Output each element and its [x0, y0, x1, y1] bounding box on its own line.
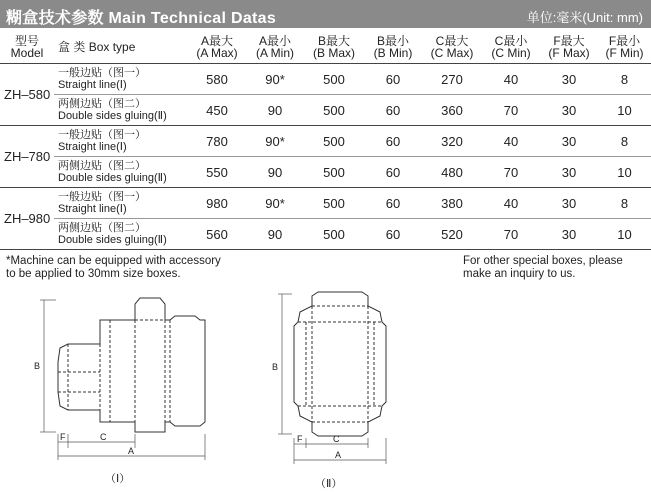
- fig2-label-c: C: [333, 434, 340, 444]
- value-cell: 500: [304, 188, 364, 219]
- col-header-b-min: B最小 (B Min): [364, 31, 422, 64]
- value-cell: 450: [188, 95, 246, 126]
- table-row: [0, 157, 651, 188]
- value-cell: 30: [540, 157, 598, 188]
- col-header-f-min: F最小 (F Min): [598, 31, 651, 64]
- value-cell: 560: [188, 219, 246, 250]
- value-cell: 60: [364, 95, 422, 126]
- value-cell: 90*: [246, 64, 304, 95]
- figure-2-box-blank: [294, 292, 386, 436]
- model-cell: ZH–980: [0, 188, 54, 250]
- value-cell: 8: [598, 64, 651, 95]
- value-cell: 500: [304, 126, 364, 157]
- value-cell: 520: [422, 219, 482, 250]
- value-cell: 90*: [246, 188, 304, 219]
- value-cell: 40: [482, 126, 540, 157]
- col-header-model: 型号 Model: [0, 31, 54, 64]
- box-type-cell: 一般边贴（图一） Straight line(Ⅰ): [54, 188, 188, 219]
- value-cell: 30: [540, 95, 598, 126]
- col-header-a-min: A最小 (A Min): [246, 31, 304, 64]
- box-type-cell: 一般边贴（图一） Straight line(Ⅰ): [54, 64, 188, 95]
- table-row: [0, 126, 651, 157]
- value-cell: 380: [422, 188, 482, 219]
- figure-1-box-blank: [58, 298, 205, 432]
- fig1-label-a: A: [128, 446, 135, 456]
- value-cell: 90: [246, 219, 304, 250]
- value-cell: 60: [364, 126, 422, 157]
- spec-table: [0, 31, 651, 250]
- fig1-label-b: B: [34, 361, 41, 371]
- value-cell: 320: [422, 126, 482, 157]
- table-row: [0, 95, 651, 126]
- value-cell: 40: [482, 188, 540, 219]
- value-cell: 30: [540, 126, 598, 157]
- value-cell: 30: [540, 219, 598, 250]
- value-cell: 500: [304, 219, 364, 250]
- box-type-cell: 两侧边贴（图二） Double sides gluing(Ⅱ): [54, 157, 188, 188]
- value-cell: 360: [422, 95, 482, 126]
- col-header-box-type: 盒 类 Box type: [54, 31, 188, 64]
- inquiry-note: For other special boxes, please make an inquiry to us.: [463, 255, 623, 280]
- value-cell: 10: [598, 219, 651, 250]
- col-header-b-max: B最大 (B Max): [304, 31, 364, 64]
- col-header-c-min: C最小 (C Min): [482, 31, 540, 64]
- value-cell: 60: [364, 188, 422, 219]
- value-cell: 90: [246, 157, 304, 188]
- value-cell: 480: [422, 157, 482, 188]
- title-bar: [0, 0, 651, 28]
- box-type-cell: 一般边贴（图一） Straight line(Ⅰ): [54, 126, 188, 157]
- value-cell: 70: [482, 219, 540, 250]
- value-cell: 30: [540, 64, 598, 95]
- fig1-label-c: C: [100, 432, 107, 442]
- value-cell: 270: [422, 64, 482, 95]
- value-cell: 500: [304, 157, 364, 188]
- value-cell: 10: [598, 95, 651, 126]
- table-header-row: [0, 31, 651, 64]
- value-cell: 8: [598, 126, 651, 157]
- box-diagrams: [0, 282, 651, 501]
- value-cell: 90*: [246, 126, 304, 157]
- value-cell: 70: [482, 157, 540, 188]
- unit-label: 单位:毫米(Unit: mm): [526, 10, 643, 25]
- model-cell: ZH–780: [0, 126, 54, 188]
- value-cell: 10: [598, 157, 651, 188]
- fig2-label-b: B: [272, 362, 279, 372]
- fig2-caption: （Ⅱ）: [315, 478, 343, 490]
- value-cell: 60: [364, 64, 422, 95]
- value-cell: 90: [246, 95, 304, 126]
- col-header-f-max: F最大 (F Max): [540, 31, 598, 64]
- fig1-caption: （Ⅰ）: [105, 473, 131, 485]
- fig2-label-a: A: [335, 450, 342, 460]
- box-type-cell: 两侧边贴（图二） Double sides gluing(Ⅱ): [54, 219, 188, 250]
- table-row: [0, 64, 651, 95]
- fig1-label-f: F: [60, 432, 66, 442]
- value-cell: 60: [364, 157, 422, 188]
- value-cell: 40: [482, 64, 540, 95]
- col-header-c-max: C最大 (C Max): [422, 31, 482, 64]
- value-cell: 980: [188, 188, 246, 219]
- value-cell: 8: [598, 188, 651, 219]
- box-type-cell: 两侧边贴（图二） Double sides gluing(Ⅱ): [54, 95, 188, 126]
- value-cell: 500: [304, 95, 364, 126]
- page-title: 糊盒技术参数 Main Technical Datas: [6, 10, 277, 27]
- value-cell: 550: [188, 157, 246, 188]
- value-cell: 30: [540, 188, 598, 219]
- value-cell: 780: [188, 126, 246, 157]
- value-cell: 60: [364, 219, 422, 250]
- accessory-note: *Machine can be equipped with accessory to be applied to 30mm size boxes.: [6, 255, 221, 280]
- table-row: [0, 219, 651, 250]
- model-cell: ZH–580: [0, 64, 54, 126]
- table-row: [0, 188, 651, 219]
- value-cell: 70: [482, 95, 540, 126]
- col-header-a-max: A最大 (A Max): [188, 31, 246, 64]
- fig2-label-f: F: [297, 434, 303, 444]
- value-cell: 500: [304, 64, 364, 95]
- value-cell: 580: [188, 64, 246, 95]
